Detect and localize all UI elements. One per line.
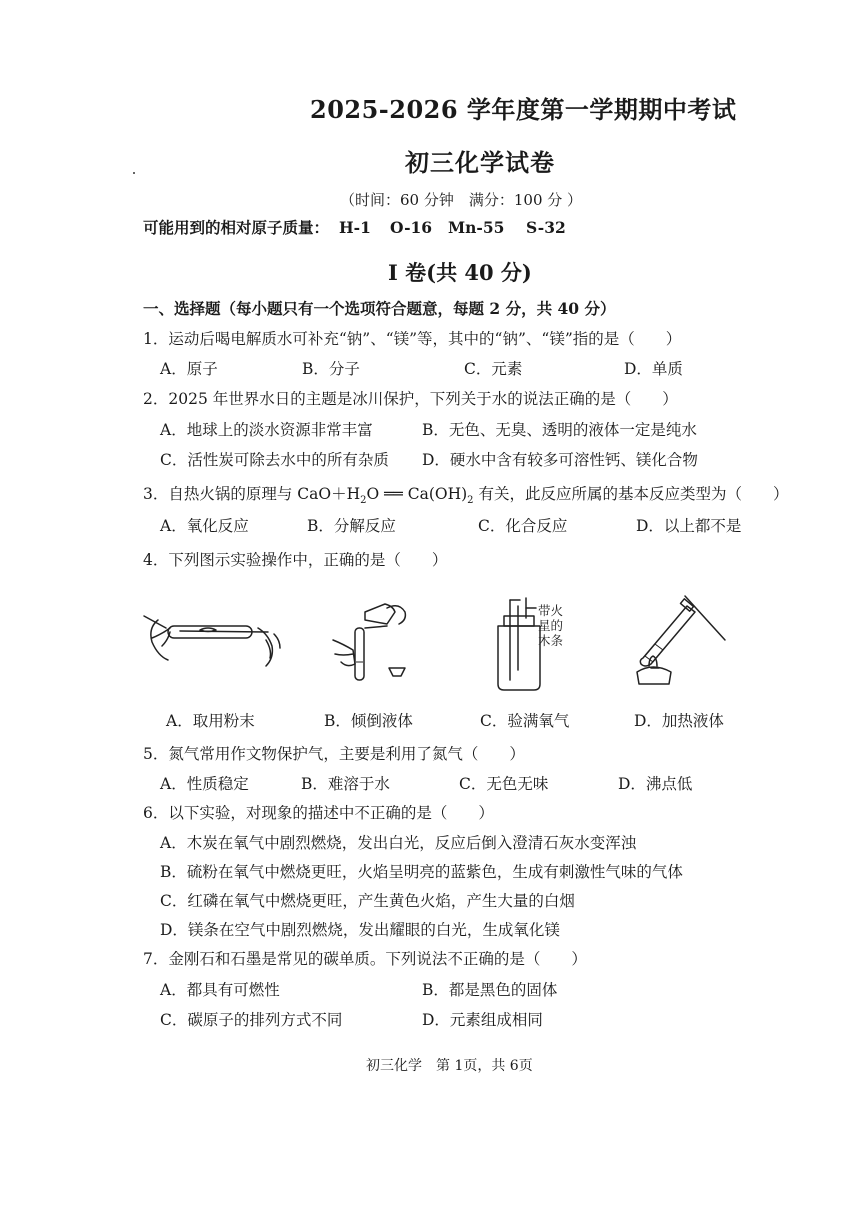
question-5-option-d: D．沸点低 [618, 775, 693, 793]
question-6-stem: 6．以下实验，对现象的描述中不正确的是（ ） [143, 804, 494, 822]
question-6-option-c: C．红磷在氧气中燃烧更旺，产生黄色火焰，产生大量的白烟 [160, 892, 575, 910]
question-5-option-a: A．性质稳定 [160, 775, 249, 793]
question-4-option-d: D．加热液体 [634, 712, 724, 730]
figure-c-splint-label: 带火 星的 木条 [538, 603, 564, 648]
atomic-mass-h: H-1 [339, 218, 371, 237]
question-7-stem: 7．金刚石和石墨是常见的碳单质。下列说法不正确的是（ ） [143, 950, 587, 968]
atomic-mass-s: S-32 [526, 218, 566, 237]
question-1-option-a: A．原子 [160, 360, 218, 378]
question-2-option-b: B．无色、无臭、透明的液体一定是纯水 [422, 421, 697, 439]
question-2-option-a: A．地球上的淡水资源非常丰富 [160, 421, 373, 439]
question-2-option-c: C．活性炭可除去水中的所有杂质 [160, 451, 389, 469]
question-6-option-a: A．木炭在氧气中剧烈燃烧，发出白光，反应后倒入澄清石灰水变浑浊 [160, 834, 637, 852]
section-title: I 卷(共 40 分) [388, 260, 532, 285]
question-5-stem: 5．氮气常用作文物保护气，主要是利用了氮气（ ） [143, 745, 525, 763]
question-4-option-b: B．倾倒液体 [324, 712, 413, 730]
question-1-option-b: B．分子 [302, 360, 360, 378]
question-6-option-d: D．镁条在空气中剧烈燃烧，发出耀眼的白光，生成氧化镁 [160, 921, 560, 939]
question-4-option-a: A．取用粉末 [166, 712, 255, 730]
question-5-option-c: C．无色无味 [459, 775, 549, 793]
question-1-option-d: D．单质 [624, 360, 683, 378]
section-instructions: 一、选择题（每小题只有一个选项符合题意，每题 2 分，共 40 分） [143, 299, 616, 318]
figure-d-heating-icon [625, 592, 735, 692]
atomic-mass-mn: Mn-55 [448, 218, 505, 237]
question-7-option-c: C．碳原子的排列方式不同 [160, 1011, 343, 1029]
question-2-option-d: D．硬水中含有较多可溶性钙、镁化合物 [422, 451, 698, 469]
exam-subtitle: 初三化学试卷 [405, 148, 555, 177]
question-1-option-c: C．元素 [464, 360, 523, 378]
question-7-option-d: D．元素组成相同 [422, 1011, 543, 1029]
question-3-option-c: C．化合反应 [478, 517, 568, 535]
atomic-mass-label: 可能用到的相对原子质量： [143, 218, 330, 237]
question-6-option-b: B．硫粉在氧气中燃烧更旺，火焰呈明亮的蓝紫色，生成有刺激性气味的气体 [160, 863, 683, 881]
figure-b-pour-icon [325, 598, 425, 686]
question-4-stem: 4．下列图示实验操作中，正确的是（ ） [143, 551, 448, 569]
figure-c-oxygen-bottle-icon [482, 596, 592, 696]
question-5-option-b: B．难溶于水 [301, 775, 390, 793]
question-3-option-a: A．氧化反应 [160, 517, 249, 535]
time-info: （时间：60 分钟 满分：100 分 ） [340, 191, 583, 209]
question-4-option-c: C．验满氧气 [480, 712, 570, 730]
scan-speck [133, 172, 135, 174]
exam-title: 2025-2026 学年度第一学期期中考试 [310, 95, 737, 124]
atomic-mass-o: O-16 [390, 218, 433, 237]
question-2-stem: 2．2025 年世界水日的主题是冰川保护，下列关于水的说法正确的是（ ） [143, 390, 678, 408]
page-footer: 初三化学 第 1页，共 6页 [366, 1058, 533, 1074]
question-3-stem: 3．自热火锅的原理与 $CaO+H_2O$ ══ $Ca(OH)_2$ 有关，此反应所属的基本反应类型为（ ） [143, 485, 789, 507]
question-3-option-b: B．分解反应 [307, 517, 396, 535]
question-7-option-b: B．都是黑色的固体 [422, 981, 558, 999]
question-1-stem: 1．运动后喝电解质水可补充“钠”、“镁”等，其中的“钠”、“镁”指的是（ ） [143, 330, 682, 348]
question-7-option-a: A．都具有可燃性 [160, 981, 280, 999]
question-3-option-d: D．以上都不是 [636, 517, 742, 535]
figure-a-powder-icon [140, 598, 290, 676]
